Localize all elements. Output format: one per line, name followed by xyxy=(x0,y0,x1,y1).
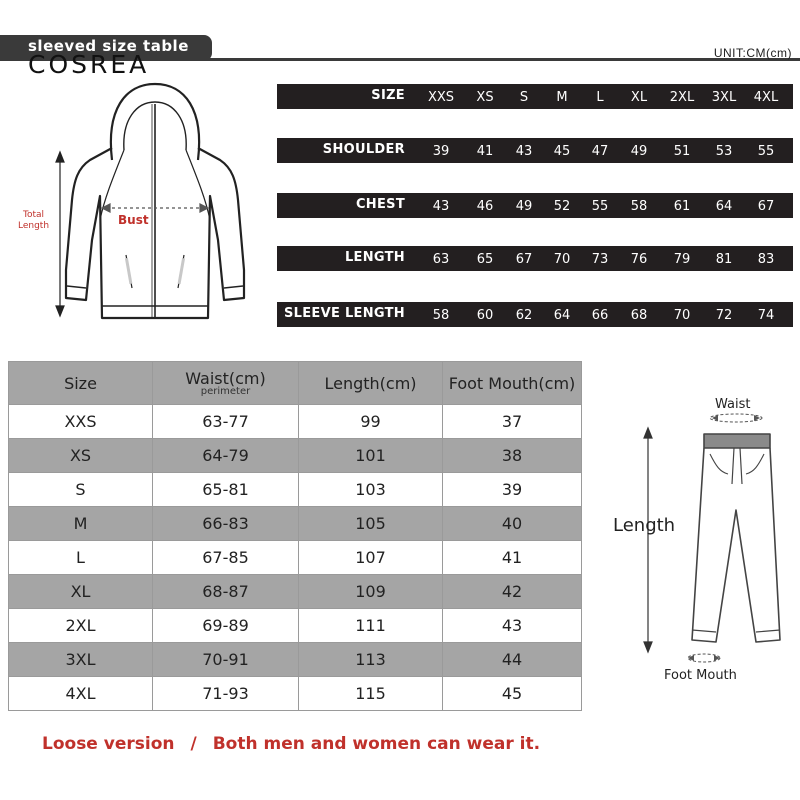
footer-note xyxy=(42,734,540,754)
measure-1-8: 67 xyxy=(757,199,775,214)
table-row xyxy=(9,677,582,711)
sleeve-length-label: SLEEVE LENGTH xyxy=(283,306,405,321)
measure-2-7: 81 xyxy=(715,252,733,267)
cell-waist: 67-85 xyxy=(153,541,299,575)
total-length-label: Total Length xyxy=(18,210,50,231)
cell-foot: 44 xyxy=(443,643,582,677)
measure-2-6: 79 xyxy=(673,252,691,267)
cell-foot: 37 xyxy=(443,405,582,439)
size-col-5: XL xyxy=(630,90,648,105)
size-col-6: 2XL xyxy=(669,90,695,105)
cell-size: XL xyxy=(9,575,153,609)
cell-foot: 43 xyxy=(443,609,582,643)
header-title: sleeved size table xyxy=(28,37,189,55)
measure-1-4: 55 xyxy=(591,199,609,214)
cell-foot: 42 xyxy=(443,575,582,609)
cell-length: 115 xyxy=(299,677,443,711)
cell-foot: 45 xyxy=(443,677,582,711)
measure-2-1: 65 xyxy=(476,252,494,267)
measure-0-5: 49 xyxy=(630,144,648,159)
footer-left: Loose version xyxy=(42,734,175,754)
cell-foot: 40 xyxy=(443,507,582,541)
shoulder-label: SHOULDER xyxy=(322,142,405,157)
measure-2-8: 83 xyxy=(757,252,775,267)
bust-label: Bust xyxy=(118,213,149,227)
table-row xyxy=(9,643,582,677)
cell-size: 2XL xyxy=(9,609,153,643)
header-length: Length(cm) xyxy=(299,362,443,405)
length-bar xyxy=(277,246,793,271)
header-size: Size xyxy=(9,362,153,405)
cell-size: XXS xyxy=(9,405,153,439)
length-label: LENGTH xyxy=(344,250,405,265)
cell-size: M xyxy=(9,507,153,541)
chest-label: CHEST xyxy=(355,197,405,212)
measure-1-7: 64 xyxy=(715,199,733,214)
measure-0-1: 41 xyxy=(476,144,494,159)
footer-right: Both men and women can wear it. xyxy=(212,734,541,754)
measure-3-5: 68 xyxy=(630,308,648,323)
cell-length: 99 xyxy=(299,405,443,439)
measure-3-1: 60 xyxy=(476,308,494,323)
cell-waist: 63-77 xyxy=(153,405,299,439)
brand-watermark: COSREA xyxy=(28,50,150,79)
cell-length: 101 xyxy=(299,439,443,473)
cell-length: 109 xyxy=(299,575,443,609)
cell-waist: 66-83 xyxy=(153,507,299,541)
measure-3-6: 70 xyxy=(673,308,691,323)
cell-foot: 41 xyxy=(443,541,582,575)
cell-foot: 39 xyxy=(443,473,582,507)
measure-2-3: 70 xyxy=(553,252,571,267)
cell-size: XS xyxy=(9,439,153,473)
cell-length: 107 xyxy=(299,541,443,575)
measure-0-4: 47 xyxy=(591,144,609,159)
measure-0-2: 43 xyxy=(515,144,533,159)
chest-bar xyxy=(277,193,793,218)
header-waist-sub: perimeter xyxy=(200,386,251,397)
cell-length: 113 xyxy=(299,643,443,677)
cell-waist: 71-93 xyxy=(153,677,299,711)
sleeve-length-bar xyxy=(277,302,793,327)
measure-1-0: 43 xyxy=(432,199,450,214)
cell-size: 4XL xyxy=(9,677,153,711)
measure-2-5: 76 xyxy=(630,252,648,267)
measure-2-4: 73 xyxy=(591,252,609,267)
header-foot-mouth: Foot Mouth(cm) xyxy=(443,362,582,405)
shoulder-bar xyxy=(277,138,793,163)
table-row xyxy=(9,439,582,473)
size-col-4: L xyxy=(596,90,604,105)
table-row xyxy=(9,609,582,643)
length-diagram-label: Length xyxy=(613,515,676,536)
cell-size: 3XL xyxy=(9,643,153,677)
foot-mouth-label: Foot Mouth xyxy=(664,668,737,683)
measure-3-4: 66 xyxy=(591,308,609,323)
size-header-bar xyxy=(277,84,793,109)
cell-size: S xyxy=(9,473,153,507)
measure-0-6: 51 xyxy=(673,144,691,159)
waist-label: Waist xyxy=(715,397,751,412)
cell-length: 111 xyxy=(299,609,443,643)
size-col-3: M xyxy=(556,90,568,105)
hoodie-illustration xyxy=(0,70,270,330)
measure-1-6: 61 xyxy=(673,199,691,214)
size-col-2: S xyxy=(519,90,529,105)
measure-0-7: 53 xyxy=(715,144,733,159)
table-row xyxy=(9,473,582,507)
table-row xyxy=(9,575,582,609)
cell-waist: 69-89 xyxy=(153,609,299,643)
measure-1-1: 46 xyxy=(476,199,494,214)
unit-label: UNIT:CM(cm) xyxy=(713,46,792,60)
cell-waist: 64-79 xyxy=(153,439,299,473)
cell-waist: 68-87 xyxy=(153,575,299,609)
size-col-1: XS xyxy=(476,90,494,105)
size-col-7: 3XL xyxy=(711,90,737,105)
measure-2-2: 67 xyxy=(515,252,533,267)
pants-illustration xyxy=(636,410,786,670)
measure-1-5: 58 xyxy=(630,199,648,214)
measure-3-3: 64 xyxy=(553,308,571,323)
measure-0-3: 45 xyxy=(553,144,571,159)
table-header-row xyxy=(9,362,582,405)
measure-0-0: 39 xyxy=(432,144,450,159)
table-row xyxy=(9,507,582,541)
cell-foot: 38 xyxy=(443,439,582,473)
size-col-8: 4XL xyxy=(753,90,779,105)
header-waist-label: Waist(cm) xyxy=(185,369,266,388)
table-row xyxy=(9,405,582,439)
measure-0-8: 55 xyxy=(757,144,775,159)
cell-length: 103 xyxy=(299,473,443,507)
cell-waist: 65-81 xyxy=(153,473,299,507)
measure-1-2: 49 xyxy=(515,199,533,214)
measure-2-0: 63 xyxy=(432,252,450,267)
size-header-label: SIZE xyxy=(371,88,405,103)
measure-3-0: 58 xyxy=(432,308,450,323)
measure-3-2: 62 xyxy=(515,308,533,323)
measure-3-8: 74 xyxy=(757,308,775,323)
table-row xyxy=(9,541,582,575)
measure-1-3: 52 xyxy=(553,199,571,214)
cell-length: 105 xyxy=(299,507,443,541)
header-waist xyxy=(153,362,299,405)
cell-waist: 70-91 xyxy=(153,643,299,677)
measure-3-7: 72 xyxy=(715,308,733,323)
pants-size-table xyxy=(8,361,582,711)
cell-size: L xyxy=(9,541,153,575)
footer-separator: / xyxy=(190,734,197,754)
size-col-0: XXS xyxy=(427,90,455,105)
